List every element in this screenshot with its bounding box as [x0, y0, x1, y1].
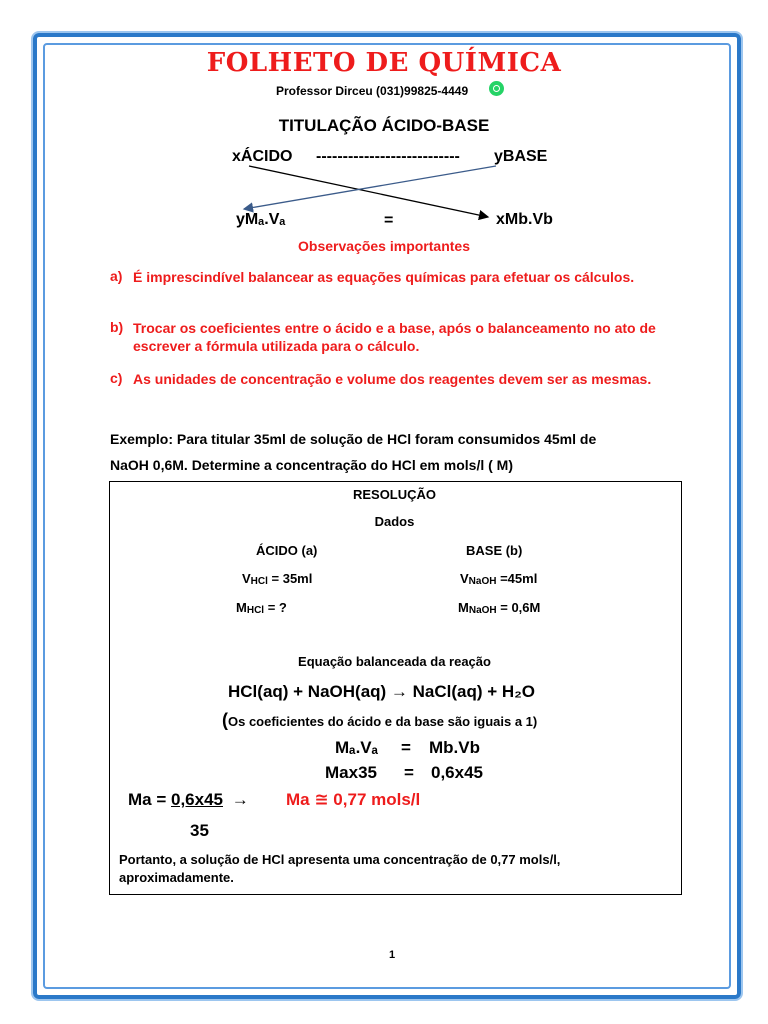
resolution-title: RESOLUÇÃO: [352, 487, 437, 502]
equation-title: Equação balanceada da reação: [298, 654, 491, 669]
acid-header: ÁCIDO (a): [256, 543, 318, 558]
base-volume: $V_{NaOH} =45ml$: [460, 571, 538, 587]
formula-values-equals: =: [404, 763, 414, 782]
observations-title: Observações importantes: [298, 238, 470, 254]
calculation-denominator: 35: [190, 821, 209, 840]
conclusion-line-2: aproximadamente.: [119, 870, 234, 885]
formula-general-left: Mₐ.Vₐ: [335, 738, 379, 757]
acid-volume: $V_{HCl} = 35ml$: [242, 571, 313, 587]
page-title: FOLHETO DE QUÍMICA: [206, 48, 562, 78]
formula-base: xMb.Vb: [496, 211, 553, 228]
formula-values-right: 0,6x45: [431, 763, 483, 782]
reaction-equation: HCl(aq) + NaOH(aq) → NaCl(aq) + H₂O: [228, 682, 535, 701]
coefficient-note: (Os coeficientes do ácido e da base são iguais a 1): [222, 710, 538, 730]
example-line-1: Exemplo: Para titular 35ml de solução de HCl foram consumidos 45ml de: [110, 431, 597, 447]
acid-molarity: $M_{HCl}$ = ?: [236, 600, 287, 616]
formula-equals: =: [384, 212, 394, 229]
base-header: BASE (b): [466, 543, 523, 558]
dados-label: Dados: [374, 514, 415, 529]
base-molarity: $M_{NaOH} = 0,6M$: [458, 600, 541, 616]
formula-general-right: Mb.Vb: [429, 738, 480, 757]
professor-contact: Professor Dirceu (031)99825-4449: [276, 84, 469, 98]
formula-acid: yMₐ.Vₐ: [236, 211, 286, 228]
diagram-acid: xÁCIDO: [232, 148, 293, 165]
arrow-icon: →: [231, 790, 249, 809]
formula-values-left: Max35: [325, 763, 377, 782]
conclusion-line-1: Portanto, a solução de HCl apresenta uma concentração de 0,77 mols/l,: [119, 852, 561, 867]
page-number: 1: [389, 949, 396, 961]
section-title: TITULAÇÃO ÁCIDO-BASE: [278, 116, 490, 135]
diagram-base: yBASE: [494, 148, 548, 165]
formula-general-equals: =: [401, 738, 411, 757]
calculation-result: Ma ≅ 0,77 mols/l: [286, 790, 421, 809]
example-line-2: NaOH 0,6M. Determine a concentração do HCl em mols/l ( M): [110, 457, 513, 473]
calculation-line: Ma = 0,6x45 →: [128, 790, 249, 809]
diagram-dashes: ---------------------------: [316, 148, 460, 165]
